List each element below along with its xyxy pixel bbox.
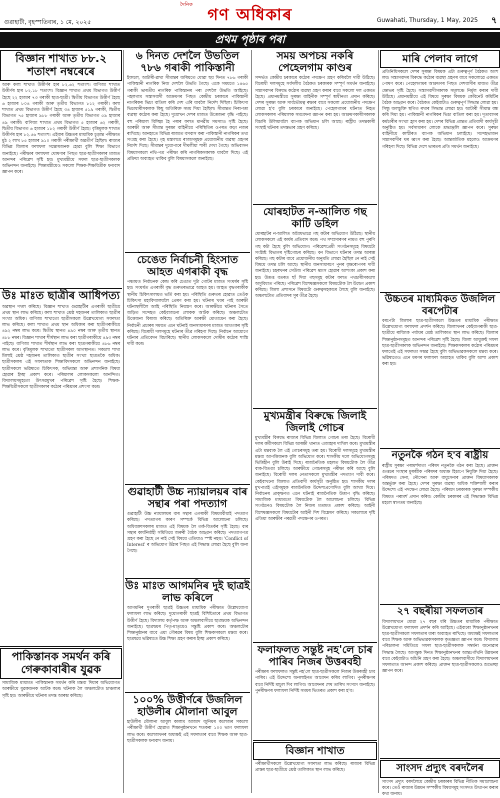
- section-banner-title: প্ৰথম পৃষ্ঠাৰ পৰা: [215, 33, 285, 46]
- body-jorhat: যোৰহাটৰ ন-আলিত অবৈধভাৱে গছ কটাৰ অভিযোগ উঠিছে। স্থানীয় লোকসকলে এই কাৰ্যৰ প্ৰতিবাদ কৰে। পথ সম্প্ৰসাৰণৰ নামত বহু পুৰণি গছ কটা হৈছে বুলি অভিযোগ। পৰিৱেশপ্ৰেমী সংগঠনসমূহে বিষয়টো সংশ্লিষ্ট বিভাগৰ দৃষ্টিগোচৰ কৰিছে। বন বিভাগে ঘটনাৰ তদন্ত আৰম্ভ কৰিছে। গছ কটাৰ বাবে প্ৰয়োজনীয় অনুমতি লোৱা হৈছিল নে নাই সেই বিষয়ে তদন্ত চলি আছে। স্থানীয় জনসাধাৰণে পুনৰ বৃক্ষৰোপণৰ দাবী জনাইছে। চহৰখনৰ সেউজ পৰিৱেশ ধ্বংস হোৱাৰ আশংকা প্ৰকাশ কৰা হয়। উত্তপ্ত বতৰত ছাঁ দিয়া গছসমূহ কটাৰ ফলত পথচাৰীসকলো অসুবিধাত পৰিছে। পৰিৱেশ বিশেষজ্ঞসকলে বিষয়টোক লৈ উদ্বেগ প্ৰকাশ কৰিছে। জিলা প্ৰশাসনে বিষয়টো গুৰুত্বসহকাৰে লৈছে বুলি জনাইছে। অঞ্চলটোত প্ৰতিবাদৰ সুৰ তীব্ৰ হৈছে।: [255, 232, 375, 300]
- headline-two-students: উঃ মাঃত আগমনিৰ দুই ছাত্ৰই লাভ কৰিলে: [125, 580, 250, 605]
- headline-science-result: বিজ্ঞান শাখাত ৮৮.২ শতাংশ নম্বৰেৰে: [0, 50, 122, 81]
- body-science-result: আৰু কলা শাখাত উত্তীৰ্ণৰ হাৰ ৮২.৬২ শতাংশ। বাণিজ্য শাখাত উত্তীৰ্ণৰ হাৰ ৮২.১৮ শতাংশ। বিজ্ঞান শাখাত প্ৰথম বিভাগত উত্তীৰ্ণ হৈছে ২২ হাজাৰ ৭৩ গৰাকী ছাত্ৰ-ছাত্ৰী। দ্বিতীয় বিভাগত উত্তীৰ্ণ হৈছে ৬ হাজাৰ ৮০৪ গৰাকী আৰু তৃতীয় বিভাগত ৮১২ গৰাকী। কলা শাখাত প্ৰথম বিভাগত উত্তীৰ্ণ হৈছে ৩৪ হাজাৰ ৫১৯ গৰাকী, দ্বিতীয় বিভাগত ৭৫ হাজাৰ ৯৮৮ গৰাকী আৰু তৃতীয় বিভাগত ৫৯ হাজাৰ ৪৯ গৰাকী। বাণিজ্য শাখাত প্ৰথম বিভাগত ৫ হাজাৰ ৬২ গৰাকী, দ্বিতীয় বিভাগত ৬ হাজাৰ ১৮২ গৰাকী উত্তীৰ্ণ হৈছে। বৃত্তিমূলক শাখাত উত্তীৰ্ণৰ হাৰ ৮২.৫৬ শতাংশ। এইবাৰ উচ্চতৰ মাধ্যমিক চূড়ান্ত পৰীক্ষাত মুঠ ২ লাখ ৮৫ হাজাৰ ৯১০ গৰাকী পৰীক্ষাৰ্থী অৱতীৰ্ণ হৈছিল। ৰাজ্যৰ বিভিন্ন জিলাৰ ফলাফল সন্তোষজনক হোৱা বুলি শিক্ষা বিভাগে জনাইছে। পৰীক্ষাৰ ফলাফল ঘোষণাৰ পিছত ছাত্ৰ-ছাত্ৰীসকলৰ মাজত আনন্দৰ পৰিৱেশ সৃষ্টি হয়। মুখ্যমন্ত্ৰীয়ে সফল ছাত্ৰ-ছাত্ৰীসকলক অভিনন্দন জনাইছে। শিক্ষামন্ত্ৰীয়েও সকলো শিক্ষক-শিক্ষয়িত্ৰীক ধন্যবাদ জ্ঞাপন কৰে।: [2, 83, 120, 176]
- body-national-new: ৰাষ্ট্ৰীয় সুৰক্ষা পৰামৰ্শদাতা পৰিষদ নতুনকৈ গঠন কৰা হৈছে। প্ৰাক্তন গুপ্তচৰ সংস্থাৰ মুৰব্বীক পৰিষদৰ অধ্যক্ষ হিচাপে নিযুক্তি দিয়া হৈছে। পৰিষদত সেনা, নৌসেনা আৰু বায়ুসেনাৰ প্ৰাক্তন বিষয়াসকলক অন্তৰ্ভুক্ত কৰা হৈছে। দেশৰ সুৰক্ষা ব্যৱস্থা অধিক শক্তিশালী কৰাৰ উদ্দেশ্যে এই পদক্ষেপ লোৱা হৈছে। পৰিষদে চৰকাৰক সুৰক্ষা সম্পৰ্কীয় বিষয়ত পৰামৰ্শ প্ৰদান কৰিব। কেন্দ্ৰীয় চৰকাৰৰ এই সিদ্ধান্তক বিভিন্ন মহলে স্বাগতম জনাইছে।: [382, 463, 498, 506]
- headline-pahalgam-case: সময় অপচয় নকৰি পেহেলগাম কাণ্ডৰ: [276, 50, 354, 75]
- headline-pakistan-supporter: পাকিস্তানক সমৰ্থন কৰি গেৰুকাবাৰীৰ যুৱক: [0, 648, 122, 679]
- body-two-students: আগমনিৰ দুগৰাকী ছাত্ৰই উচ্চতৰ মাধ্যমিক পৰীক্ষাত উল্লেখযোগ্য ফলাফল লাভ কৰিছে। দুয়োগৰাকী ছাত্ৰই বিশিষ্টতাৰে প্ৰথম বিভাগত উত্তীৰ্ণ হৈছে। বিদ্যালয় কৰ্তৃপক্ষ আৰু অঞ্চলবাসীয়ে ছাত্ৰদ্বয়ক অভিনন্দন জনাইছে। ছাত্ৰদ্বয়ৰ পিতৃ-মাতৃয়েও সন্তুষ্টি প্ৰকাশ কৰে। অঞ্চলটোৰ শিক্ষানুষ্ঠানৰ বাবে এয়া গৌৰৱৰ বিষয় বুলি শিক্ষকসকলে মন্তব্য কৰে। ছাত্ৰদ্বয়ে ভৱিষ্যতে উচ্চ শিক্ষা গ্ৰহণ কৰাৰ ইচ্ছা প্ৰকাশ কৰিছে।: [127, 606, 248, 643]
- body-magi-pelay: প্ৰতিনিধিসকলে দেশৰ সুৰক্ষা বিষয়ক এটা গুৰুত্বপূৰ্ণ বৈঠকত অংশ লয়। সন্ত্ৰাসবাদৰ বিৰুদ্ধে কঠোৰ ব্যৱস্থা গ্ৰহণৰ বাবে সকলোৱে একমত পোষণ কৰে। পেহেলগামৰ আক্ৰমণৰ পিছত দেশবাসীৰ মাজত তীব্ৰ ক্ষোভৰ সৃষ্টি হৈছে। সন্ত্ৰাসবাদীসকলক সমূলঞ্চে নিৰ্মূল কৰাৰ দাবী উঠিছে। প্ৰধানমন্ত্ৰীয়ে এই বিষয়ে সুৰক্ষা বিষয়ক কেবিনেট কমিটিৰ বৈঠক আহ্বান কৰে। বৈঠকত কেইবাটাও গুৰুত্বপূৰ্ণ সিদ্ধান্ত লোৱা হয়। সিন্ধু জলচুক্তি স্থগিত ৰখাৰ সিদ্ধান্ত লোৱা হয়। আটাৰী সীমান্ত বন্ধ কৰি দিয়া হয়। পাকিস্তানী নাগৰিকৰ ভিচা বাতিল কৰা হয়। দূতাবাসৰ কৰ্মচাৰীৰ সংখ্যা হ্ৰাস কৰা হয়। দেশৰ বিভিন্ন প্ৰান্তত প্ৰতিবাদী কাৰ্যসূচী অনুষ্ঠিত হয়। সৰ্বসাধাৰণ লোকে শ্ৰদ্ধাঞ্জলি জ্ঞাপন কৰে। সুৰক্ষা বাহিনীয়ে কাশ্মীৰত ব্যাপক অভিযান চলাইছে। সন্দেহভাজন সন্ত্ৰাসবাদীৰ ঘৰ ধ্বংস কৰা হৈছে। আন্তৰ্জাতিক মহলেও আক্ৰমণৰ গৰিহণা দিছে। বিভিন্ন দেশে ভাৰতৰ প্ৰতি সমৰ্থন জনাইছে।: [382, 70, 498, 150]
- headline-result-flow: ফলাফলত সন্তুষ্ট নহ'লে চাৰ পাৰিব নিজৰ উত্তৰবহী: [257, 644, 373, 669]
- article-twentyseven-years: [380, 606, 500, 756]
- headline-mp-pradyut: সাংসদ প্ৰদ্যুৎ বৰদলৈৰ: [380, 760, 500, 778]
- column-divider: [251, 50, 252, 793]
- article-high-court: [125, 486, 250, 576]
- article-cm-complaint: [253, 410, 377, 640]
- logo-prefix: দৈনিক: [180, 2, 193, 8]
- article-election-violence: [125, 254, 250, 482]
- article-divider: [125, 692, 250, 693]
- body-science-branch: পৰীক্ষাৰ্থীসকলে উল্লেখযোগ্য সফলতা লাভ কৰিছে। ৰাজ্যৰ বিভিন্ন প্ৰান্তৰ ছাত্ৰ-ছাত্ৰীয়ে শ্ৰেষ্ঠ তালিকাত স্থান লাভ কৰিছে।: [255, 762, 375, 774]
- body-pakistan-supporter: সামাজিক মাধ্যমত পাকিস্তানক সমৰ্থন কৰি মন্তব্য দিয়াৰ অভিযোগত আৰক্ষীয়ে যুৱকজনক আটক কৰে। ঘটনাক লৈ অঞ্চলটোত চাঞ্চল্যৰ সৃষ্টি হয়। আৰক্ষীয়ে ঘটনাৰ তদন্ত আৰম্ভ কৰিছে।: [2, 681, 120, 699]
- article-divider: [253, 204, 377, 205]
- article-uchchatar: [380, 294, 500, 446]
- masthead-date-english: Guwahati, Thursday, 1 May, 2025: [376, 17, 478, 24]
- page-number: ৭: [491, 16, 497, 26]
- article-pakistani-citizens: [125, 50, 250, 250]
- newspaper-logo: [160, 4, 340, 26]
- body-election-violence: পঞ্চায়ত নিৰ্বাচনক কেন্দ্ৰ কৰি চেঙাত দুটা গোটৰ মাজত সংঘৰ্ষৰ সৃষ্টি হয়। সংঘৰ্ষত এগৰাকী বৃদ্ধ গুৰুতৰভাৱে আহত হয়। আহত বৃদ্ধগৰাকীক স্থানীয় চিকিৎসালয়ত ভৰ্তি কৰা হয়। পৰিস্থিতি গুৰুতৰ হোৱাত তেওঁক চিকিৎসা মহাবিদ্যালয়লৈ প্ৰেৰণ কৰা হয়। ঘটনাৰ খবৰ পাই আৰক্ষী ঘটনাস্থলীলৈ আহি পৰিস্থিতি নিয়ন্ত্ৰণ কৰে। আৰক্ষীয়ে ঘটনাৰ সৈতে জড়িত সন্দেহত কেইবাজনো লোকক আটক কৰিছে। অঞ্চলটোত উত্তেজনা বিৰাজ কৰিছে। অতিৰিক্ত আৰক্ষী মোতায়েন কৰা হৈছে। নিৰ্বাচনী প্ৰচাৰৰ সময়ত এনে ঘটনাই জনসাধাৰণৰ মাজত আতংকৰ সৃষ্টি কৰিছে। বিৰোধী দলসমূহে ঘটনাৰ তীব্ৰ গৰিহণা দিছে। নিৰ্বাচন আয়োগে ঘটনাৰ প্ৰতিবেদন বিচাৰিছে। স্থানীয় লোকসকলে দোষীৰ কঠোৰ শাস্তি দাবী কৰে।: [127, 280, 248, 348]
- column-4: [380, 50, 500, 797]
- headline-uchchatar: উচ্চতৰ মাধ্যমিকত উজলিল বৰপেটাৰ: [384, 294, 496, 317]
- masthead: [0, 0, 500, 30]
- article-hundred-percent: [125, 694, 250, 793]
- article-divider: [125, 578, 250, 579]
- body-pakistani-citizens: ইফালে, আটাৰী-ৱাঘা সীমান্তৰ জৰিয়তে যোৱা ছয় দিনত ৭৮৬ গৰাকী পাকিস্তানী নাগৰিক নিজ দেশলৈ উভতি গৈছে। একে সময়তে ১৪৬৫ গৰাকী ভাৰতীয় নাগৰিক পাকিস্তানৰ পৰা দেশলৈ উভতি আহিছে। পহলগাম সন্ত্ৰাসবাদী আক্ৰমণৰ পিছত কেন্দ্ৰীয় চৰকাৰে পাকিস্তানী নাগৰিকৰ ভিচা বাতিল কৰি দেশ এৰি যাবলৈ নিৰ্দেশ দিছিল। চিকিৎসা ভিচাধাৰীসকলক কিছু অতিৰিক্ত সময় দিয়া হৈছিল। সীমান্তত নিৰাপত্তা ব্যৱস্থা কঠোৰ কৰা হৈছে। দুয়োখন দেশৰ মাজত উত্তেজনা বৃদ্ধি পাইছে। বহু পৰিয়াল বিচ্ছিন্ন হৈ পৰাৰ ফলত মানৱীয় সমস্যাও সৃষ্টি হৈছে। আৰক্ষী আৰু সীমান্ত সুৰক্ষা বাহিনীয়ে পৰিস্থিতিৰ ওপৰত কড়া নজৰ ৰাখিছে। আনহাতে বিভিন্ন ৰাজ্যত বসবাস কৰা পাকিস্তানী নাগৰিকৰ তথ্য সংগ্ৰহ কৰা হৈছে। গৃহ মন্ত্ৰালয়ে ৰাজ্যসমূহক প্ৰয়োজনীয় ব্যৱস্থা গ্ৰহণৰ নিৰ্দেশ দিছে। সীমান্তৰ দুয়োপাৰে দীঘলীয়া শাৰী দেখা গৈছে। অভিবাসন বিষয়াসকলে নথি-পত্ৰ পৰীক্ষা কৰি নাগৰিকসকলক যাবলৈ দিছে। এই প্ৰক্ৰিয়া অব্যাহত থাকিব বুলি বিষয়াসকলে জনাইছে।: [127, 76, 248, 162]
- article-pakistan-supporter: [0, 648, 122, 793]
- logo-text: গণ অধিকাৰ: [207, 5, 293, 24]
- article-magi-pelay: [380, 50, 500, 290]
- column-2: [125, 50, 250, 793]
- headline-cm-complaint: মুখ্যমন্ত্ৰীৰ বিৰুদ্ধে জিলাই জিলাই গোচৰ: [263, 410, 367, 435]
- headline-election-violence: চেঙেত নিৰ্বাচনী হিংসাত আহত এগৰাকী বৃদ্ধ: [136, 254, 239, 279]
- headline-national-new: নতুনকৈ গঠন হ'ব ৰাষ্ট্ৰীয়: [391, 450, 489, 461]
- article-divider: [253, 408, 377, 409]
- body-uchchatar: বৰপেটা জিলাৰ ছাত্ৰ-ছাত্ৰীসকলে উচ্চতৰ মাধ্যমিক পৰীক্ষাত উল্লেখযোগ্য ফলাফল প্ৰদৰ্শন কৰিছে। জিলাখনৰ কেইবাগৰাকী ছাত্ৰ-ছাত্ৰীয়ে ৰাজ্যিক পৰ্যায়ৰ শ্ৰেষ্ঠ তালিকাত স্থান লাভ কৰিছে। জিলাৰ শিক্ষানুষ্ঠানসমূহত আনন্দৰ পৰিৱেশ সৃষ্টি হৈছে। জিলা আয়ুক্তই সফল ছাত্ৰ-ছাত্ৰীসকলক অভিনন্দন জনাইছে। শিক্ষকসকলৰ কঠোৰ পৰিশ্ৰমৰ ফলতেই এই সফলতা সম্ভৱ হৈছে বুলি অভিভাৱকসকলে মন্তব্য কৰে। ভৱিষ্যতেও এনে ধৰণৰ ফলাফল অব্যাহত থাকিব বুলি আশা প্ৰকাশ কৰা হয়।: [382, 319, 498, 368]
- body-twentyseven-years: বিদ্যালয়খনে যোৱা ২৭ বছৰ ধৰি উচ্চতৰ মাধ্যমিক পৰীক্ষাত উল্লেখযোগ্য ফলাফল প্ৰদৰ্শন কৰি আহিছে। এইবাৰো শিক্ষানুষ্ঠানখনৰ ছাত্ৰ-ছাত্ৰীসকলে সফলতাৰ ধাৰা অব্যাহত ৰাখিছে। অধ্যক্ষই সফলতাৰ বাবে শিক্ষক আৰু অভিভাৱকসকলক কৃতজ্ঞতা জ্ঞাপন কৰে। বিদ্যালয় পৰিচালনা সমিতিয়ে সফল ছাত্ৰ-ছাত্ৰীসকলক সম্বৰ্ধনা জনোৱাৰ সিদ্ধান্ত লৈছে। আগন্তুক দিনত শিক্ষানুষ্ঠানখনৰ আন্তঃগাঁথনি উন্নয়নৰ বাবে কেইবাটাও আঁচনি গ্ৰহণ কৰা হৈছে। অঞ্চলবাসীয়ে বিদ্যালয়খনৰ সফলতাত আনন্দ প্ৰকাশ কৰিছে। প্ৰাক্তন ছাত্ৰ-ছাত্ৰীসকলেও শুভেচ্ছা জ্ঞাপন কৰে।: [382, 619, 498, 675]
- headline-jorhat: যোৰহাটত ন-আলিত গছ কাটি ডহিল: [263, 206, 367, 231]
- body-high-court: গুৱাহাটী উচ্চ ন্যায়ালয়ৰ বাৰ সন্থাৰ এগৰাকী বিষয়ববীয়াই পদত্যাগ কৰিছে। পদত্যাগৰ কাৰণ সম্পৰ্কে বিভিন্ন আলোচনা চলিছে। অধিবক্তাসকলৰ মাজত এই বিষয়ক লৈ তৰ্ক-বিতৰ্কৰ সৃষ্টি হৈছে। বাৰ সন্থাৰ কাৰ্যনিৰ্বাহী সমিতিয়ে জৰুৰী বৈঠক আহ্বান কৰিছে। পদত্যাগপত্ৰ গ্ৰহণ কৰা হৈছে নে নাই সেই বিষয়ে এতিয়াও স্পষ্ট নহয়। 'Conflict of Interest' ৰ অভিযোগ উঠাৰ পিছত এই সিদ্ধান্ত লোৱা হৈছে বুলি জনা গৈছে।: [127, 512, 248, 555]
- article-jorhat: [253, 206, 377, 406]
- body-result-flow: পৰীক্ষাৰ ফলাফলত সন্তুষ্ট নহ'লে ছাত্ৰ-ছাত্ৰীসকলে নিজৰ উত্তৰবহী চাব পাৰিব। এই উদ্দেশ্যে অনলাইনত আবেদন কৰিব লাগিব। পুনৰীক্ষণৰ বাবে নিৰ্দিষ্ট মাচুল দিব লাগিব। আবেদনৰ শেষ তাৰিখ সংসদে জনাইছে। পুনৰীক্ষণৰ ফলাফল নিৰ্দিষ্ট সময়ৰ ভিতৰত প্ৰকাশ কৰা হ'ব।: [255, 670, 375, 694]
- headline-magi-pelay: মাৰি পেলাব লাগে: [380, 50, 500, 68]
- article-pahalgam-case: [253, 50, 377, 202]
- article-divider: [380, 292, 500, 293]
- article-national-new: [380, 450, 500, 602]
- headline-twentyseven-years: ২৭ বছৰীয়া সফলতাৰ: [396, 606, 484, 617]
- article-divider: [253, 740, 377, 741]
- article-mp-pradyut: [380, 760, 500, 797]
- headline-pakistani-citizens: ৬ দিনত দেশলৈ উভতিল ৭৮৬ গৰাকী পাকিস্তানী: [135, 50, 240, 75]
- column-1: [0, 50, 122, 793]
- article-toppers: [0, 290, 122, 644]
- body-mp-pradyut: সাংসদ প্ৰদ্যুৎ বৰদলৈয়ে কেন্দ্ৰীয় চৰকাৰৰ বিভিন্ন নীতিক সমালোচনা কৰে। তেওঁ ৰাজ্যৰ উন্নয়ন সম্পৰ্কীয় বিষয়সমূহ সংসদত উত্থাপন কৰাৰ কথা জনায়।: [382, 779, 498, 797]
- body-hundred-percent: হাউলীৰ মৌলানা আবুল কালাম আজাদ জুনিয়ৰ কলেজৰ সকলো পৰীক্ষাৰ্থী উত্তীৰ্ণ হোৱাত শিক্ষানুষ্ঠানখনে শতকৰা ১০০ ভাগ ফলাফল লাভ কৰে। কলেজখনৰ অধ্যক্ষই এই সফলতাৰ বাবে শিক্ষক আৰু ছাত্ৰ-ছাত্ৰীসকলক ধন্যবাদ জনায়।: [127, 720, 248, 744]
- article-divider: [0, 646, 122, 647]
- headline-toppers: উঃ মাঃত ছাত্ৰীৰ আধিপত্য: [2, 289, 120, 302]
- column-divider: [378, 50, 379, 793]
- article-science-branch: [253, 742, 377, 793]
- headline-high-court: গুৱাহাটী উচ্চ ন্যায়ালয়ৰ বাৰ সন্থাৰ পৰা পদত্যাগ: [127, 486, 248, 511]
- column-3: [253, 50, 377, 793]
- article-divider: [380, 758, 500, 759]
- article-divider: [125, 484, 250, 485]
- article-science-result: [0, 50, 122, 286]
- section-banner: [0, 32, 500, 48]
- article-result-flow: [253, 644, 377, 738]
- article-divider: [380, 604, 500, 605]
- column-divider: [123, 50, 124, 793]
- body-pahalgam-case: সন্দৰ্ভত কেন্দ্ৰীয় চৰকাৰে কঠোৰ পদক্ষেপ গ্ৰহণ কৰিবলৈ দাবী উঠিছে। বিৰোধী দলসমূহে সৰ্বদলীয় বৈঠকত চৰকাৰক সম্পূৰ্ণ সমৰ্থন জনাইছে। সন্ত্ৰাসবাদৰ বিৰুদ্ধে কঠোৰ ব্যৱস্থা গ্ৰহণ কৰাৰ বাবে সকলো দল একমত হৈছে। প্ৰধানমন্ত্ৰীয়ে সুৰক্ষা বাহিনীক সম্পূৰ্ণ স্বাধীনতা প্ৰদান কৰিছে। দেশৰ সুৰক্ষা আৰু সাৰ্বভৌমত্ব ৰক্ষাৰ বাবে সকলো প্ৰয়োজনীয় পদক্ষেপ লোৱা হ'ব বুলি চৰকাৰে জনাইছে। পেহেলগামৰ ঘটনাত নিহত লোকসকলৰ পৰিয়ালক সমবেদনা জ্ঞাপন কৰা হয়। আক্ৰমণকাৰীসকলক বিচাৰি উলিয়াবলৈ ব্যাপক অভিযান চলি আছে। ৰাষ্ট্ৰীয় তদন্তকাৰী সংস্থাই ঘটনাৰ তদন্তভাৰ গ্ৰহণ কৰিছে।: [255, 76, 375, 131]
- body-cm-complaint: মুখ্যমন্ত্ৰীৰ বিৰুদ্ধে ৰাজ্যৰ বিভিন্ন জিলাত গোচৰ তৰা হৈছে। বিৰোধী দলৰ কৰ্মীসকলে বিভিন্ন আৰক্ষী থানাত এজাহাৰ দাখিল কৰে। মুখ্যমন্ত্ৰীৰ এটা মন্তব্যক লৈ এই গোচৰসমূহ তৰা হয়। বিৰোধী দলসমূহে মুখ্যমন্ত্ৰীৰ মন্তব্য আপত্তিজনক বুলি অভিযোগ কৰে। শাসকীয় দলে অভিযোগসমূহ ভিত্তিহীন বুলি উৰাই দিছে। ৰাজনৈতিক মহলত বিষয়টোক লৈ তীব্ৰ বাক-বিতণ্ডা চলিছে। আৰক্ষীয়ে গোচৰসমূহ পৰীক্ষা কৰি আছে বুলি জনাইছে। বিৰোধী দলৰ নেতাসকলে মুখ্যমন্ত্ৰীৰ পদত্যাগ দাবী কৰে। কেইবাখনো জিলাত প্ৰতিবাদী কাৰ্যসূচী অনুষ্ঠিত হয়। শাসকীয় দলৰ মুখপাত্ৰই এইসমূহক ৰাজনৈতিক উদ্দেশ্যপ্ৰণোদিত বুলি আখ্যা দিয়ে। নিৰ্বাচনৰ প্ৰাক্ক্ষণত এনে ঘটনাই ৰাজনৈতিক উত্তাপ বৃদ্ধি কৰিছে। সামাজিক মাধ্যমতো বিষয়টোক লৈ আলোচনা চলিছে। বিভিন্ন সংগঠনেও বিষয়টোক লৈ নিজৰ মতামত প্ৰকাশ কৰিছে। আইনী বিশেষজ্ঞসকলে বিষয়টোৰ আইনী দিশ বিশ্লেষণ কৰিছে। সকলোৰে দৃষ্টি এতিয়া আৰক্ষীৰ পৰৱৰ্তী পদক্ষেপৰ ওপৰত।: [255, 436, 375, 522]
- masthead-date-assamese: গুৱাহাটী, বৃহস্পতিবাৰ, ১ মে, ২০২৫: [4, 19, 92, 26]
- headline-hundred-percent: ১০০% উত্তীৰ্ণৰে উজলিল হাউলীৰ মৌলানা আবুল: [132, 694, 243, 719]
- article-divider: [125, 252, 250, 253]
- headline-science-branch: বিজ্ঞান শাখাত: [253, 742, 377, 760]
- article-two-students: [125, 580, 250, 690]
- body-toppers: অৱস্থান দখল কৰিছে। বিজ্ঞান শাখাত গুৱাহাটীৰ এগৰাকী ছাত্ৰীয়ে প্ৰথম স্থান লাভ কৰিছে। কলা শাখাত শ্ৰেষ্ঠ দহজনৰ তালিকাত ছাত্ৰীৰ সংখ্যা অধিক। বাণিজ্য শাখাতো ছাত্ৰীসকলে উল্লেখযোগ্য সফলতা লাভ কৰিছে। কলা শাখাত প্ৰথম স্থান অধিকাৰ কৰা ছাত্ৰীগৰাকীয়ে ৪৯২ নম্বৰ লাভ কৰে। দ্বিতীয় স্থানত ৪৯০ নম্বৰ আৰু তৃতীয় স্থানত ৪৮৮ নম্বৰ। বিজ্ঞান শাখাৰ শীৰ্ষস্থান লাভ কৰা ছাত্ৰীগৰাকীয়ে ৪৯৩ নম্বৰ পাইছে। বাণিজ্য শাখাত শীৰ্ষস্থান লাভ কৰা ছাত্ৰগৰাকীয়ে ৪৮৬ নম্বৰ লাভ কৰে। বৃত্তিমূলক শাখাতো ছাত্ৰীসকল আগস্থানত। সকলো শাখা মিলাই শ্ৰেষ্ঠ দহজনৰ তালিকাত ছাত্ৰীৰ সংখ্যা ছাত্ৰতকৈ অধিক। ছাত্ৰীসকলৰ এই সফলতাক শিক্ষাবিদসকলে অভিনন্দন জনাইছে। ছাত্ৰীসকলে ভৱিষ্যতে চিকিৎসক, অভিযন্তা আৰু প্ৰশাসনিক বিষয়া হোৱাৰ ইচ্ছা প্ৰকাশ কৰে। পৰিয়ালৰ লোকসকলো আনন্দিত। বিদ্যালয়সমূহতো উৎসৱমুখৰ পৰিৱেশ সৃষ্টি হৈছে। শিক্ষক-শিক্ষয়িত্ৰীসকলে ছাত্ৰীসকলৰ কঠোৰ পৰিশ্ৰমৰ প্ৰশংসা কৰে।: [2, 304, 120, 391]
- article-divider: [380, 448, 500, 449]
- article-divider: [253, 642, 377, 643]
